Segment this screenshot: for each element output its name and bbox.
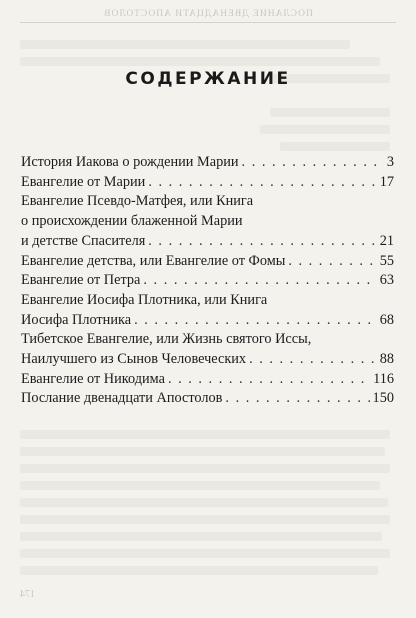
toc-page-number: 17 xyxy=(379,173,394,190)
toc-entry-title: Послание двенадцати Апостолов xyxy=(21,390,223,407)
toc-entry-title: Евангелие от Никодима xyxy=(21,370,165,387)
toc-entry xyxy=(21,389,394,409)
toc-entry-title: и детстве Спасителя xyxy=(21,232,146,249)
toc-entry xyxy=(21,271,394,291)
page-title: СОДЕРЖАНИЕ xyxy=(125,69,291,89)
toc-page-number: 68 xyxy=(379,311,394,328)
toc-leader-dots xyxy=(249,350,377,370)
toc-leader-dots xyxy=(288,252,376,272)
toc-entry-title: Иосифа Плотника xyxy=(21,311,132,328)
toc-page-number: 55 xyxy=(379,252,394,269)
toc-entry xyxy=(21,173,394,193)
toc-page-number: 3 xyxy=(386,154,394,170)
toc-leader-dots xyxy=(143,271,376,291)
toc-entry-title: Наилучшего из Сынов Человеческих xyxy=(21,351,247,368)
toc-page-number: 63 xyxy=(379,272,394,289)
table-of-contents xyxy=(21,153,394,409)
toc-entry-title: Тибетское Евангелие, или Жизнь святого Иссы, xyxy=(21,331,312,348)
toc-page-number: 116 xyxy=(373,370,394,387)
toc-leader-dots xyxy=(148,232,376,252)
toc-entry-line xyxy=(21,232,394,252)
toc-entry-title: История Иакова о рождении Марии xyxy=(21,154,239,170)
running-header: ПОСЛАНИЕ ДВЕНАДЦАТИ АПОСТОЛОВ xyxy=(103,9,313,19)
toc-page-number: 21 xyxy=(379,232,394,249)
toc-entry xyxy=(21,291,394,330)
toc-leader-dots xyxy=(148,173,376,193)
page-number: 174 xyxy=(20,589,35,600)
toc-entry-line xyxy=(21,173,394,193)
toc-leader-dots xyxy=(242,153,377,173)
toc-entry-line xyxy=(21,271,394,291)
toc-leader-dots xyxy=(225,389,369,409)
toc-entry-title: о происхождении блаженной Марии xyxy=(21,213,243,230)
header-rule xyxy=(20,22,396,23)
toc-entry-line xyxy=(21,350,394,370)
toc-entry xyxy=(21,370,394,390)
toc-entry xyxy=(21,330,394,369)
toc-page-number: 150 xyxy=(372,390,394,407)
toc-leader-dots xyxy=(134,311,377,331)
toc-entry-title: Евангелие детства, или Евангелие от Фомы xyxy=(21,252,286,269)
toc-page-number: 88 xyxy=(379,351,394,368)
toc-leader-dots xyxy=(168,370,370,390)
toc-entry-line xyxy=(21,153,394,173)
toc-entry-title: Евангелие Псевдо-Матфея, или Книга xyxy=(21,193,254,210)
toc-entry-line xyxy=(21,311,394,331)
toc-entry-line xyxy=(21,389,394,409)
toc-entry-title: Евангелие от Марии xyxy=(21,173,146,190)
toc-entry xyxy=(21,192,394,251)
toc-entry-line xyxy=(21,370,394,390)
toc-entry-title: Евангелие Иосифа Плотника, или Книга xyxy=(21,291,268,308)
toc-entry xyxy=(21,252,394,272)
toc-entry-title: Евангелие от Петра xyxy=(21,272,141,289)
toc-entry-line xyxy=(21,252,394,272)
toc-entry xyxy=(21,153,394,173)
